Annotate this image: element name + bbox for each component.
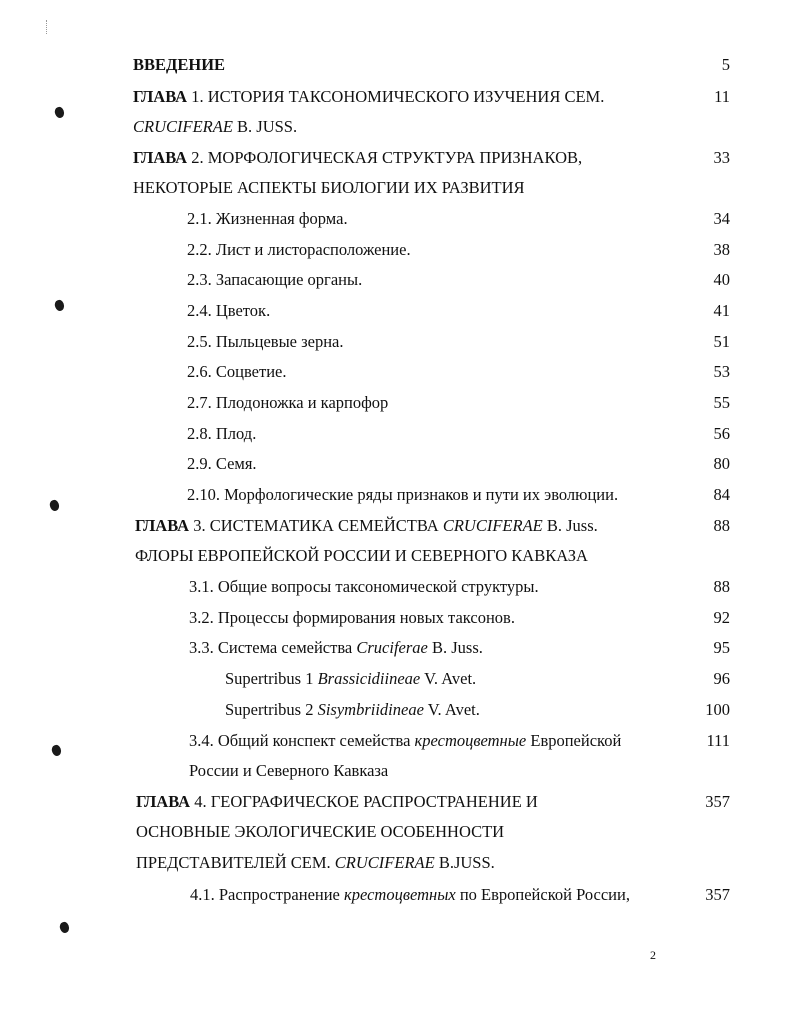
scan-mark xyxy=(46,20,48,34)
toc-ch1-title-cont: CRUCIFERAE B. JUSS. xyxy=(133,117,298,136)
toc-item: 2.7. Плодоножка и карпофор xyxy=(187,393,389,412)
scan-dot xyxy=(50,744,62,757)
page-number: 2 xyxy=(650,948,656,962)
toc-item: 2.1. Жизненная форма. xyxy=(187,209,348,228)
toc-item-page: 41 xyxy=(713,301,730,320)
toc-item: 2.5. Пыльцевые зерна. xyxy=(187,332,344,351)
toc-ch2-page: 33 xyxy=(713,148,730,167)
toc-item: 2.8. Плод. xyxy=(187,424,257,443)
toc-item: 3.2. Процессы формирования новых таксонов. xyxy=(189,608,515,627)
toc-item: 2.9. Семя. xyxy=(187,454,257,473)
scan-dot xyxy=(48,499,60,512)
toc-ch2-title-cont: НЕКОТОРЫЕ АСПЕКТЫ БИОЛОГИИ ИХ РАЗВИТИЯ xyxy=(133,178,525,197)
toc-ch2-title: ГЛАВА 2. МОРФОЛОГИЧЕСКАЯ СТРУКТУРА ПРИЗНАКОВ, xyxy=(133,148,583,167)
toc-item-page: 80 xyxy=(713,454,730,473)
toc-item-3-3: 3.3. Система семейства Cruciferae B. Juss. xyxy=(189,638,483,657)
toc-item: 2.6. Соцветие. xyxy=(187,362,287,381)
toc-item-page: 95 xyxy=(713,638,730,657)
toc-item-page: 55 xyxy=(713,393,730,412)
toc-item-3-4-cont: России и Северного Кавказа xyxy=(189,761,389,780)
toc-item-page: 34 xyxy=(713,209,730,228)
toc-item-page: 56 xyxy=(713,424,730,443)
toc-item-page: 40 xyxy=(713,270,730,289)
scan-dot xyxy=(58,921,70,934)
toc-item-4-1: 4.1. Распространение крестоцветных по Европейской России, xyxy=(190,885,630,904)
toc-ch3-title-cont: ФЛОРЫ ЕВРОПЕЙСКОЙ РОССИИ И СЕВЕРНОГО КАВКАЗА xyxy=(135,546,588,565)
toc-item-3-4: 3.4. Общий конспект семейства крестоцветные Европейской xyxy=(189,731,622,750)
toc-item-page: 88 xyxy=(713,577,730,596)
scan-dot xyxy=(53,299,65,312)
toc-item-page: 100 xyxy=(705,700,730,719)
toc-ch4-title-cont: ПРЕДСТАВИТЕЛЕЙ СЕМ. CRUCIFERAE B.JUSS. xyxy=(136,853,495,872)
toc-item: 2.4. Цветок. xyxy=(187,301,271,320)
toc-item-page: 111 xyxy=(706,731,730,750)
toc-item-page: 96 xyxy=(713,669,730,688)
toc-item: 2.3. Запасающие органы. xyxy=(187,270,363,289)
toc-ch1-title: ГЛАВА 1. ИСТОРИЯ ТАКСОНОМИЧЕСКОГО ИЗУЧЕНИЯ СЕМ. xyxy=(133,87,605,106)
toc-supertribus-2: Supertribus 2 Sisymbriidineae V. Avet. xyxy=(225,700,480,719)
toc-item: 2.2. Лист и листорасположение. xyxy=(187,240,411,259)
toc-supertribus-1: Supertribus 1 Brassicidiineae V. Avet. xyxy=(225,669,477,688)
toc-ch3-title: ГЛАВА 3. СИСТЕМАТИКА СЕМЕЙСТВА CRUCIFERAE B. Juss. xyxy=(135,516,598,535)
toc-item-page: 53 xyxy=(713,362,730,381)
toc-intro-title: ВВЕДЕНИЕ xyxy=(133,55,226,74)
toc-item-page: 38 xyxy=(713,240,730,259)
toc-item: 3.1. Общие вопросы таксономической структуры. xyxy=(189,577,539,596)
scan-dot xyxy=(53,106,65,119)
toc-item-page: 357 xyxy=(705,885,730,904)
toc-item-page: 92 xyxy=(713,608,730,627)
toc-ch4-title: ГЛАВА 4. ГЕОГРАФИЧЕСКОЕ РАСПРОСТРАНЕНИЕ И xyxy=(136,792,538,811)
toc-item: 2.10. Морфологические ряды признаков и пути их эволюции. xyxy=(187,485,619,504)
toc-ch4-title-cont: ОСНОВНЫЕ ЭКОЛОГИЧЕСКИЕ ОСОБЕННОСТИ xyxy=(136,822,505,841)
toc-ch1-page: 11 xyxy=(714,87,730,106)
toc-ch3-page: 88 xyxy=(713,516,730,535)
toc-item-page: 51 xyxy=(713,332,730,351)
toc-ch4-page: 357 xyxy=(705,792,730,811)
toc-item-page: 84 xyxy=(713,485,730,504)
toc-intro-page: 5 xyxy=(721,55,730,74)
